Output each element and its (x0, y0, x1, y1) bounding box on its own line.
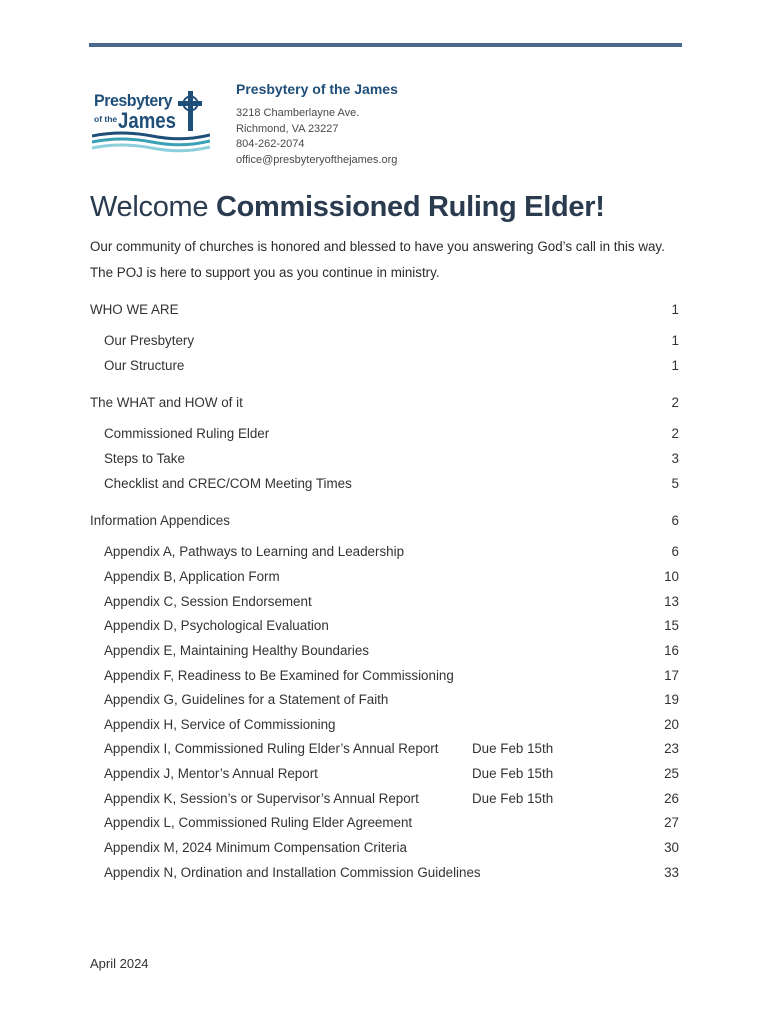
toc-entry-label: Commissioned Ruling Elder (104, 426, 270, 441)
toc-entry-page: 2 (671, 395, 679, 410)
toc-entry-label: Appendix J, Mentor’s Annual Report (104, 766, 318, 781)
svg-text:James: James (118, 108, 176, 133)
toc-entry[interactable] (0, 668, 770, 688)
toc-entry-label: Appendix K, Session’s or Supervisor’s Annual Report (104, 791, 419, 806)
toc-entry-label: Our Presbytery (104, 333, 195, 348)
toc-entry-due-date: Due Feb 15th (472, 766, 554, 781)
toc-entry-page: 33 (664, 865, 679, 880)
toc-entry-page: 5 (671, 476, 679, 491)
toc-entry-label: Appendix N, Ordination and Installation Commission Guidelines (104, 865, 481, 880)
toc-entry-page: 2 (671, 426, 679, 441)
toc-entry-page: 26 (664, 791, 679, 806)
toc-entry-page: 20 (664, 717, 679, 732)
presbytery-logo (92, 88, 210, 154)
toc-entry[interactable] (0, 717, 770, 737)
toc-entry-label: Appendix L, Commissioned Ruling Elder Agreement (104, 815, 413, 830)
title-bold: Commissioned Ruling Elder! (216, 191, 605, 223)
toc-entry[interactable] (0, 451, 770, 471)
toc-entry-label: Our Structure (104, 358, 185, 373)
toc-entry[interactable] (0, 594, 770, 614)
toc-entry-label: The WHAT and HOW of it (90, 395, 243, 410)
toc-entry-page: 15 (664, 618, 679, 633)
toc-entry-page: 16 (664, 643, 679, 658)
org-contact (236, 81, 398, 168)
toc-entry[interactable] (0, 426, 770, 446)
org-city: Richmond, VA 23227 (236, 122, 339, 135)
toc-entry-page: 30 (664, 840, 679, 855)
top-rule (89, 43, 682, 47)
svg-text:of the: of the (94, 114, 118, 124)
toc-entry[interactable] (0, 333, 770, 353)
title-plain: Welcome (90, 191, 216, 223)
toc-entry-page: 1 (671, 333, 679, 348)
toc-entry-page: 6 (671, 544, 679, 559)
toc-entry-due-date: Due Feb 15th (472, 741, 554, 756)
footer-date: April 2024 (90, 956, 149, 971)
toc-entry-page: 25 (664, 766, 679, 781)
toc-entry[interactable] (0, 358, 770, 378)
toc-entry[interactable] (0, 395, 770, 415)
toc-entry[interactable] (0, 302, 770, 322)
toc-entry[interactable] (0, 513, 770, 533)
toc-entry-due-date: Due Feb 15th (472, 791, 554, 806)
org-email[interactable]: office@presbyteryofthejames.org (236, 153, 398, 166)
toc-entry-page: 27 (664, 815, 679, 830)
toc-entry-page: 10 (664, 569, 679, 584)
toc-entry-label: Appendix F, Readiness to Be Examined for Commissioning (104, 668, 454, 683)
toc-entry[interactable] (0, 544, 770, 564)
toc-entry-label: WHO WE ARE (90, 302, 179, 317)
toc-entry-label: Appendix A, Pathways to Learning and Leadership (104, 544, 405, 559)
toc-entry-label: Appendix C, Session Endorsement (104, 594, 312, 609)
toc-entry[interactable] (0, 476, 770, 496)
toc-entry-label: Appendix D, Psychological Evaluation (104, 618, 329, 633)
toc-entry[interactable] (0, 692, 770, 712)
toc-entry[interactable] (0, 569, 770, 589)
toc-entry-label: Steps to Take (104, 451, 185, 466)
toc-entry-label: Appendix I, Commissioned Ruling Elder’s Annual Report (104, 741, 439, 756)
toc-entry-label: Checklist and CREC/COM Meeting Times (104, 476, 352, 491)
toc-entry-label: Appendix M, 2024 Minimum Compensation Criteria (104, 840, 407, 855)
toc-entry-page: 6 (671, 513, 679, 528)
toc-entry[interactable] (0, 618, 770, 638)
toc-entry-page: 1 (671, 302, 679, 317)
toc-entry-label: Information Appendices (90, 513, 230, 528)
toc-entry[interactable] (0, 791, 770, 811)
toc-entry[interactable] (0, 643, 770, 663)
toc-entry-label: Appendix G, Guidelines for a Statement of Faith (104, 692, 389, 707)
org-address: 3218 Chamberlayne Ave. (236, 107, 360, 119)
toc-entry-page: 3 (671, 451, 679, 466)
toc-entry[interactable] (0, 815, 770, 835)
toc-entry-page: 19 (664, 692, 679, 707)
toc-entry-page: 17 (664, 668, 679, 683)
toc-entry-label: Appendix E, Maintaining Healthy Boundaries (104, 643, 370, 658)
svg-text:Presbytery: Presbytery (94, 91, 173, 110)
org-phone: 804-262-2074 (236, 138, 305, 150)
toc-entry[interactable] (0, 865, 770, 885)
toc-entry-page: 1 (671, 358, 679, 373)
page-title (90, 191, 605, 224)
org-name: Presbytery of the James (236, 81, 398, 97)
celtic-cross-icon (178, 91, 202, 131)
toc-entry-label: Appendix H, Service of Commissioning (104, 717, 336, 732)
toc-entry[interactable] (0, 840, 770, 860)
toc-entry-page: 13 (664, 594, 679, 609)
toc-entry[interactable] (0, 766, 770, 786)
toc-entry-page: 23 (664, 741, 679, 756)
toc-entry[interactable] (0, 741, 770, 761)
intro-paragraph: Our community of churches is honored and blessed to have you answering God’s call in this way. The POJ is here to support you as you continue in ministry. (90, 239, 665, 280)
toc-entry-label: Appendix B, Application Form (104, 569, 280, 584)
